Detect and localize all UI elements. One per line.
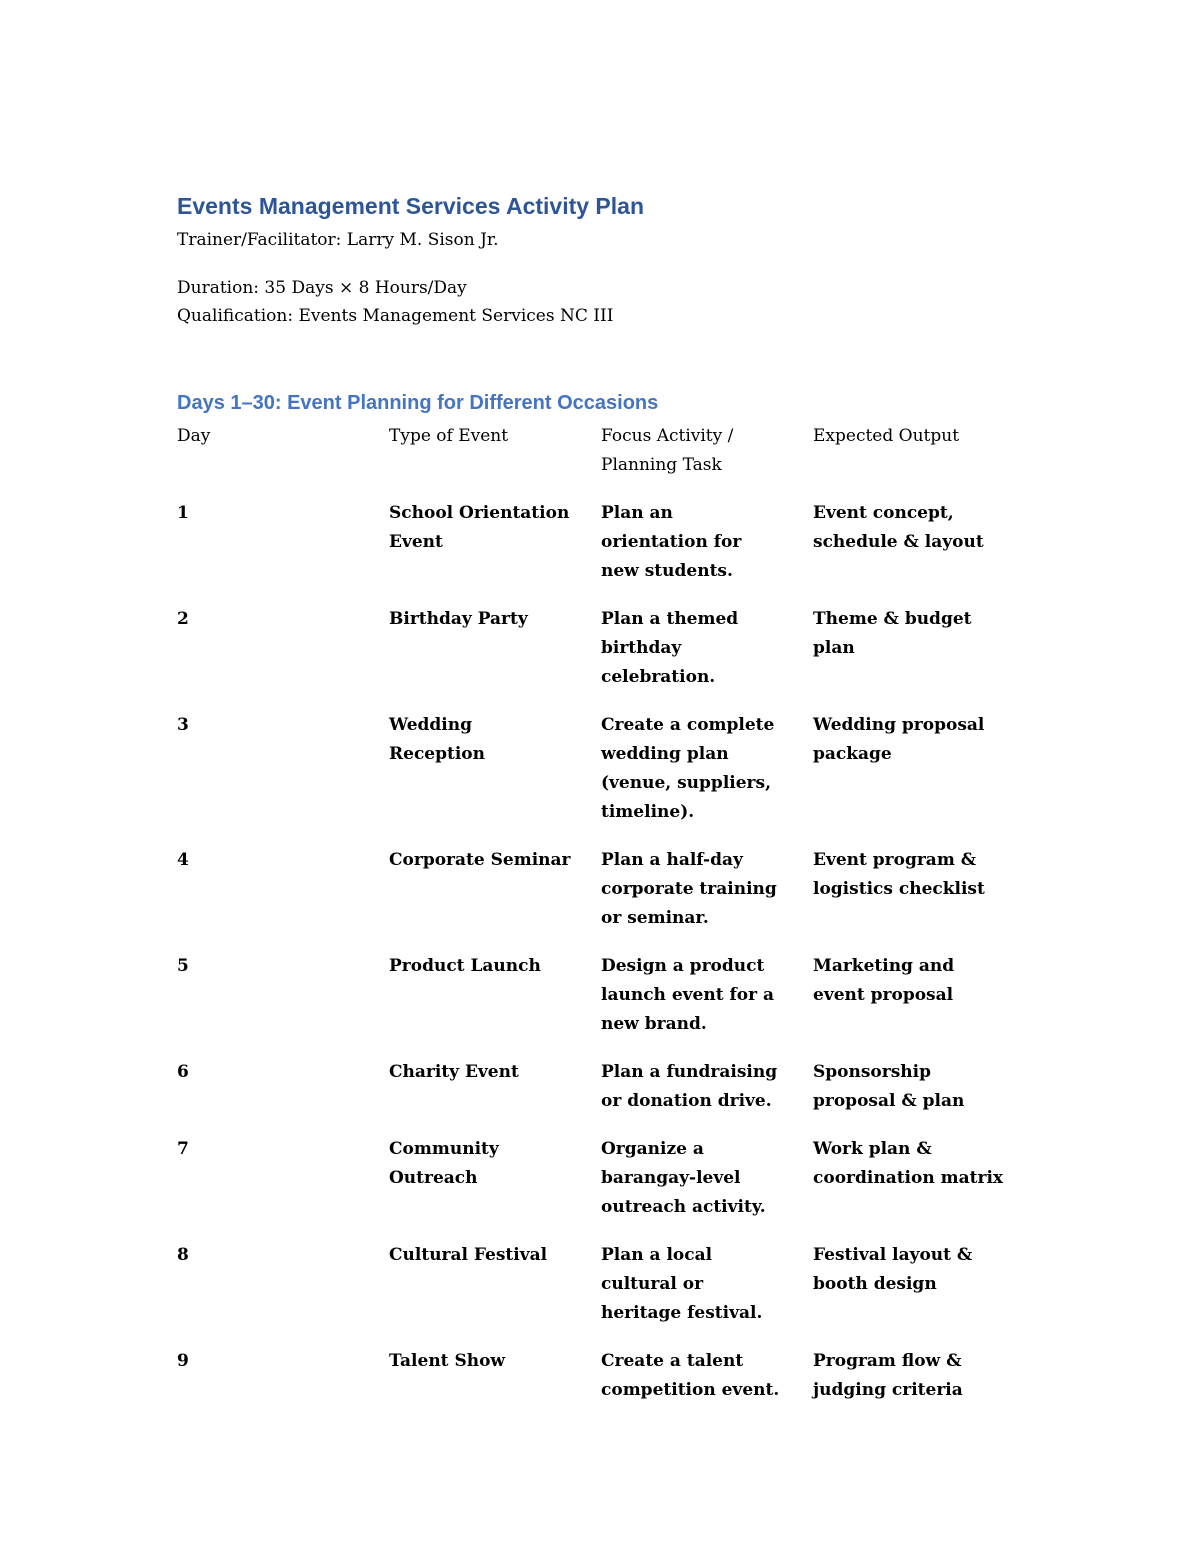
table-row xyxy=(177,1135,1037,1241)
table-header-row xyxy=(177,422,1037,499)
expected-output-cell: Work plan & coordination matrix xyxy=(813,1139,1004,1188)
day-cell: 2 xyxy=(177,609,189,629)
focus-activity-cell: Plan a themed birthday celebration. xyxy=(601,609,739,687)
table-row xyxy=(177,1058,1037,1135)
table-row xyxy=(177,952,1037,1058)
event-type-cell: Charity Event xyxy=(389,1062,519,1082)
expected-output-cell: Theme & budget plan xyxy=(813,609,972,658)
day-cell: 8 xyxy=(177,1245,189,1265)
duration-line: Duration: 35 Days × 8 Hours/Day xyxy=(177,278,467,298)
day-cell: 1 xyxy=(177,503,189,523)
focus-activity-cell: Plan a fundraising or donation drive. xyxy=(601,1062,778,1111)
qualification-line: Qualification: Events Management Services NC III xyxy=(177,306,614,326)
event-type-cell: Cultural Festival xyxy=(389,1245,548,1265)
event-type-cell: Product Launch xyxy=(389,956,541,976)
table-row xyxy=(177,1347,1037,1424)
focus-activity-cell: Design a product launch event for a new brand. xyxy=(601,956,775,1034)
table-body xyxy=(177,499,1037,1424)
day-cell: 5 xyxy=(177,956,189,976)
focus-activity-cell: Create a complete wedding plan (venue, suppliers, timeline). xyxy=(601,715,775,822)
focus-activity-cell: Plan a half-day corporate training or seminar. xyxy=(601,850,777,928)
table-row xyxy=(177,499,1037,605)
header-focus-activity: Focus Activity / Planning Task xyxy=(601,426,734,475)
activity-table xyxy=(177,422,1037,1424)
expected-output-cell: Event program & logistics checklist xyxy=(813,850,985,899)
day-cell: 4 xyxy=(177,850,189,870)
focus-activity-cell: Plan a local cultural or heritage festival. xyxy=(601,1245,763,1323)
expected-output-cell: Festival layout & booth design xyxy=(813,1245,973,1294)
expected-output-cell: Event concept, schedule & layout xyxy=(813,503,984,552)
event-type-cell: Talent Show xyxy=(389,1351,506,1371)
focus-activity-cell: Organize a barangay-level outreach activity. xyxy=(601,1139,766,1217)
header-day: Day xyxy=(177,426,211,446)
table-row xyxy=(177,711,1037,846)
document-page xyxy=(177,190,1037,1424)
event-type-cell: Wedding Reception xyxy=(389,715,486,764)
expected-output-cell: Wedding proposal package xyxy=(813,715,985,764)
event-type-cell: School Orientation Event xyxy=(389,503,570,552)
section-title: Days 1–30: Event Planning for Different Occasions xyxy=(177,392,659,414)
day-cell: 6 xyxy=(177,1062,189,1082)
table-row xyxy=(177,605,1037,711)
day-cell: 9 xyxy=(177,1351,189,1371)
document-title: Events Management Services Activity Plan xyxy=(177,193,645,219)
trainer-line: Trainer/Facilitator: Larry M. Sison Jr. xyxy=(177,230,499,250)
expected-output-cell: Program flow & judging criteria xyxy=(813,1351,963,1400)
day-cell: 7 xyxy=(177,1139,189,1159)
focus-activity-cell: Create a talent competition event. xyxy=(601,1351,780,1400)
event-type-cell: Community Outreach xyxy=(389,1139,499,1188)
event-type-cell: Birthday Party xyxy=(389,609,528,629)
table-row xyxy=(177,1241,1037,1347)
header-expected-output: Expected Output xyxy=(813,426,960,446)
day-cell: 3 xyxy=(177,715,189,735)
header-event-type: Type of Event xyxy=(389,426,509,446)
table-row xyxy=(177,846,1037,952)
expected-output-cell: Marketing and event proposal xyxy=(813,956,955,1005)
expected-output-cell: Sponsorship proposal & plan xyxy=(813,1062,965,1111)
event-type-cell: Corporate Seminar xyxy=(389,850,571,870)
focus-activity-cell: Plan an orientation for new students. xyxy=(601,503,742,581)
